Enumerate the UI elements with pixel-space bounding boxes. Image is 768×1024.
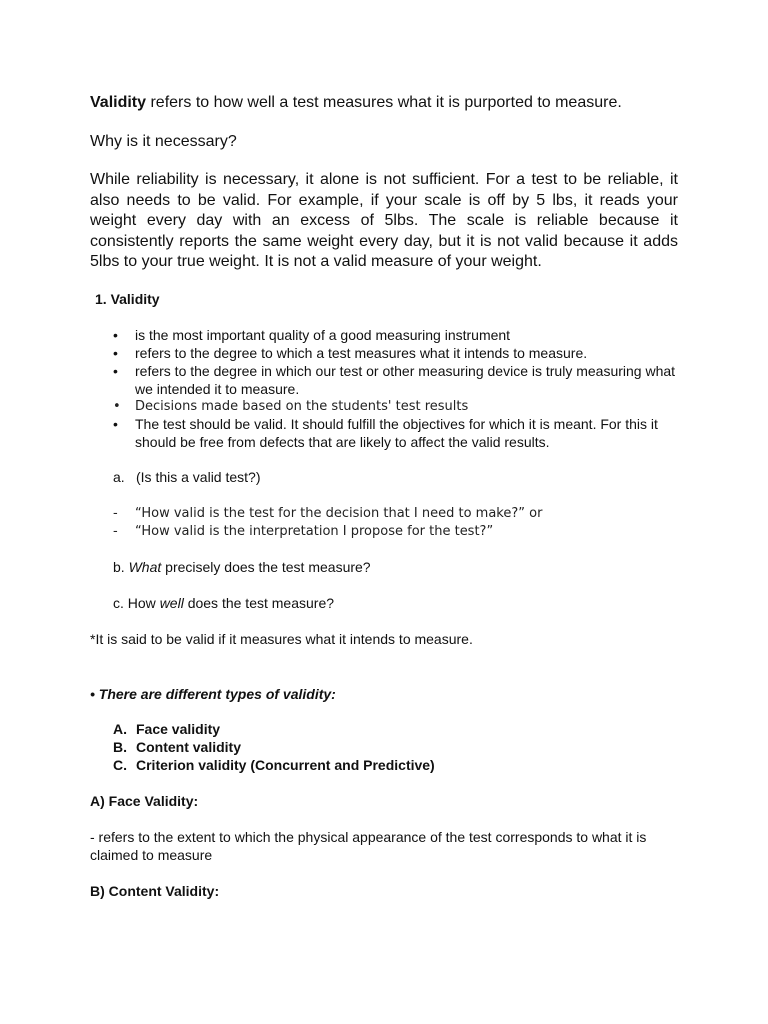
- dash-icon: -: [113, 524, 118, 539]
- content-validity-heading: B) Content Validity:: [90, 883, 220, 899]
- dash-item: [0, 523, 768, 541]
- dash-icon: -: [113, 506, 118, 521]
- bullet-text: refers to the degree in which our test or other measuring device is truly measuring what we intended it to measure.: [135, 363, 676, 397]
- bullet-item: [0, 416, 768, 452]
- types-list-label: B.: [113, 739, 127, 755]
- sub-item-a: [0, 469, 768, 487]
- types-heading: • There are different types of validity:: [90, 686, 336, 702]
- bullet-text: refers to the degree to which a test measures what it intends to measure.: [135, 345, 588, 361]
- intro-definition-text: refers to how well a test measures what it is purported to measure.: [146, 94, 622, 111]
- dash-text: “How valid is the test for the decision that I need to make?” or: [135, 506, 543, 521]
- intro-paragraph: While reliability is necessary, it alone is not sufficient. For a test to be reliable, it also needs to be valid. For example, if your scale is off by 5 lbs, it reads your weight every day with an excess of 5lbs. The scale is reliable because it consistently reports the same weight every day, but it is not valid because it adds 5lbs to your true weight. It is not a valid measure of your weight.: [90, 171, 678, 270]
- types-list-text: Content validity: [136, 739, 242, 755]
- bullet-text: is the most important quality of a good measuring instrument: [135, 327, 511, 343]
- sub-item-emphasis: What: [128, 559, 162, 575]
- intro-question: Why is it necessary?: [90, 133, 237, 150]
- dash-text: “How valid is the interpretation I propose for the test?”: [135, 524, 494, 539]
- types-list-item: [0, 721, 768, 739]
- types-list-text: Criterion validity (Concurrent and Predictive): [136, 757, 435, 773]
- intro-term: Validity: [90, 94, 147, 111]
- sub-item-b: [113, 559, 371, 577]
- validity-note: *It is said to be valid if it measures what it intends to measure.: [90, 631, 473, 647]
- bullet-text: Decisions made based on the students' test results: [135, 399, 469, 414]
- bullet-item: [0, 345, 768, 363]
- bullet-text: The test should be valid. It should fulfill the objectives for which it is meant. For this it should be free from defects that are likely to affect the valid results.: [135, 416, 658, 450]
- bullet-item: [0, 398, 768, 416]
- bullet-icon: •: [113, 399, 121, 414]
- face-validity-heading: A) Face Validity:: [90, 793, 199, 809]
- sub-item-text: (Is this a valid test?): [136, 469, 261, 485]
- sub-item-rest: does the test measure?: [183, 595, 335, 611]
- sub-item-prefix: b.: [113, 559, 129, 575]
- bullet-icon: •: [113, 345, 118, 361]
- bullet-item: [0, 327, 768, 345]
- dash-item: [0, 505, 768, 523]
- sub-item-label: a.: [113, 469, 125, 485]
- bullet-icon: •: [113, 416, 118, 432]
- sub-item-emphasis: well: [159, 595, 184, 611]
- types-list-item: [0, 757, 768, 775]
- bullet-icon: •: [113, 327, 118, 343]
- sub-item-prefix: c. How: [113, 595, 160, 611]
- bullet-icon: •: [113, 363, 118, 379]
- intro-definition: [90, 93, 690, 114]
- face-validity-text: - refers to the extent to which the physical appearance of the test corresponds to what it is claimed to measure: [90, 829, 647, 863]
- types-list-label: C.: [113, 757, 127, 773]
- types-list-item: [0, 739, 768, 757]
- bullet-item: [0, 363, 768, 399]
- sub-item-rest: precisely does the test measure?: [161, 559, 371, 575]
- types-list-label: A.: [113, 721, 127, 737]
- section-heading-validity: 1. Validity: [95, 291, 160, 307]
- types-list-text: Face validity: [136, 721, 221, 737]
- sub-item-c: [113, 595, 334, 613]
